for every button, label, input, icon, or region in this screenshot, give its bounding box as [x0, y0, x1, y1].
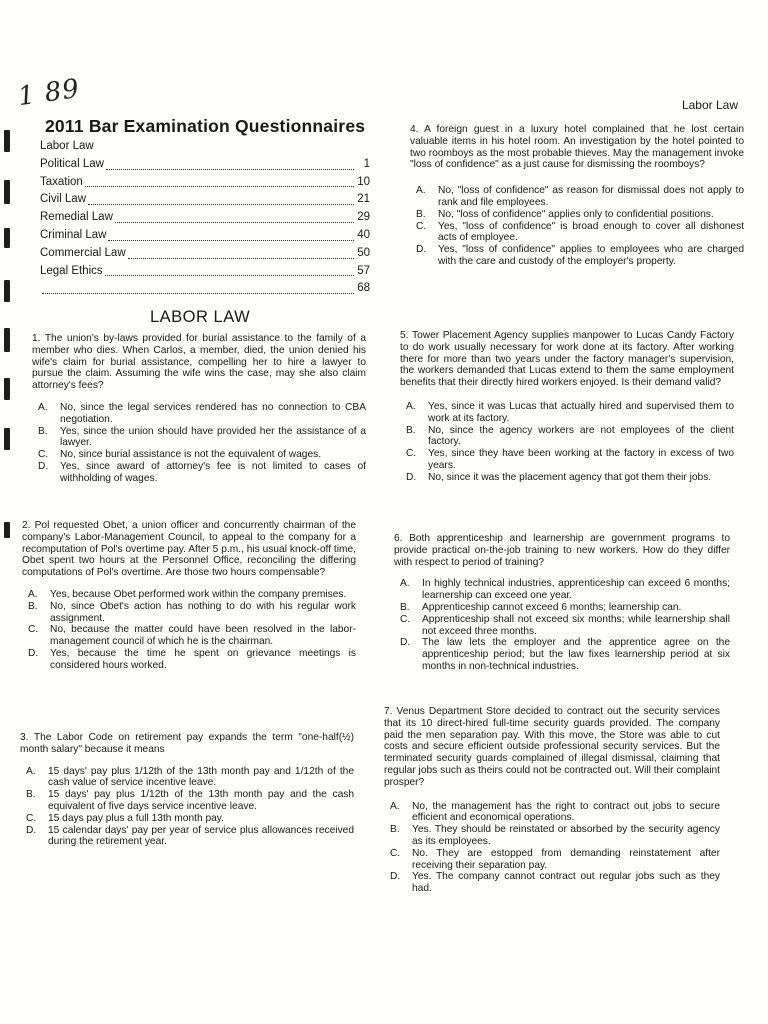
option-text: No, the management has the right to contract out jobs to secure efficient and economical operations.: [412, 800, 720, 824]
option-letter: C.: [406, 448, 417, 460]
answer-options: [384, 801, 720, 895]
option-text: Yes, because the time he spent on grievance meetings is considered hours worked.: [50, 647, 356, 671]
toc-leader: [105, 275, 354, 276]
toc-page: 1: [363, 157, 370, 170]
option-letter: A.: [416, 185, 426, 197]
question-6: [394, 533, 730, 673]
answer-option: [20, 825, 354, 849]
option-text: Yes, since the union should have provided her the assistance of a lawyer.: [60, 425, 366, 449]
option-text: Yes. They should be reinstated or absorbed by the security agency as its employees.: [412, 824, 720, 847]
question-stem: 1. The union's by-laws provided for burial assistance to the family of a member who dies. When Carlos, a member, died, the union denied his wife's claim for burial assistance, compelling her to hire a lawyer to pursue the claim. Assuming the wife wins the case, may she also claim attorney's fees?: [32, 333, 366, 392]
toc-label: Commercial Law: [40, 246, 126, 259]
option-text: No, since Obet's action has nothing to do with his regular work assignment.: [50, 600, 356, 624]
toc-label: Civil Law: [40, 193, 87, 206]
question-7: [384, 706, 720, 895]
binder-mark: [4, 280, 10, 302]
toc-label: Legal Ethics: [40, 264, 103, 277]
option-letter: B.: [28, 600, 38, 612]
option-letter: C.: [38, 449, 49, 461]
option-letter: D.: [416, 244, 427, 256]
toc-row: [40, 245, 370, 263]
option-letter: C.: [416, 220, 427, 232]
toc-page: 57: [357, 264, 370, 277]
option-text: Apprenticeship cannot exceed 6 months; learnership can.: [422, 601, 682, 613]
toc-row: [40, 174, 370, 192]
answer-option: [394, 602, 730, 614]
option-letter: D.: [406, 471, 417, 483]
option-text: Yes, since they have been working at the factory in excess of two years.: [428, 448, 734, 471]
option-letter: A.: [26, 765, 36, 777]
binder-mark: [4, 228, 10, 248]
toc-leader: [128, 258, 354, 259]
option-letter: D.: [400, 637, 411, 649]
option-text: Yes, "loss of confidence" is broad enough to cover all dishonest acts of employee.: [438, 220, 744, 244]
option-text: No, since it was the placement agency that got them their jobs.: [428, 471, 712, 483]
toc-leader: [88, 204, 354, 205]
option-letter: B.: [26, 789, 36, 801]
option-text: The law lets the employer and the apprentice agree on the apprenticeship period; but the law fixes learnership period at six months in non-technical industries.: [422, 637, 730, 672]
answer-options: [400, 401, 734, 484]
answer-options: [32, 402, 366, 485]
answer-option: [400, 401, 734, 425]
answer-options: [410, 185, 744, 268]
question-1: [32, 333, 366, 485]
toc-page: 40: [357, 228, 370, 241]
answer-option: [410, 209, 744, 221]
answer-option: [400, 425, 734, 449]
answer-option: [400, 472, 734, 484]
question-stem: 5. Tower Placement Agency supplies manpower to Lucas Candy Factory to do work usually necessary for work done at its factory. After working there for more than two years under the factory manager's supervision, the workers demanded that Lucas extend to them the same employment benefits that their directly hired workers enjoyed. Is their demand valid?: [400, 330, 734, 389]
option-letter: C.: [390, 847, 401, 859]
option-letter: B.: [416, 208, 426, 220]
answer-option: [394, 614, 730, 638]
answer-option: [22, 601, 356, 625]
answer-option: [32, 402, 366, 426]
option-letter: D.: [28, 647, 39, 659]
answer-option: [384, 801, 720, 825]
question-stem: 2. Pol requested Obet, a union officer and concurrently chairman of the company's Labor-Management Council, to appeal to the company for a recomputation of Pol's overtime pay. After 5 p.m., his usual knock-off time, Obet spent two hours at the Personnel Office, reconciling the differing computations of Pol's overtime. Are those two hours compensable?: [22, 520, 356, 579]
answer-option: [384, 848, 720, 872]
option-text: No, "loss of confidence" as reason for dismissal does not apply to rank and file employees.: [438, 185, 744, 208]
answer-option: [384, 824, 720, 848]
binder-mark: [4, 180, 10, 204]
toc-leader: [115, 222, 354, 223]
binder-mark: [4, 378, 10, 400]
option-text: In highly technical industries, apprenticeship can exceed 6 months; learnership can exceed one year.: [422, 578, 730, 602]
binder-mark: [4, 428, 10, 450]
answer-option: [20, 813, 354, 825]
option-letter: A.: [406, 400, 416, 412]
toc-label: Taxation: [40, 175, 83, 188]
option-letter: B.: [38, 425, 48, 437]
question-3: [20, 732, 354, 848]
option-text: No, "loss of confidence" applies only to confidential positions.: [438, 208, 714, 220]
option-text: No, since the legal services rendered has no connection to CBA negotiation.: [60, 401, 366, 425]
section-title: LABOR LAW: [150, 308, 251, 326]
answer-option: [20, 789, 354, 813]
option-letter: D.: [38, 460, 49, 472]
toc-label: Labor Law: [40, 140, 94, 152]
option-letter: C.: [400, 613, 411, 625]
option-text: Yes, "loss of confidence" applies to employees who are charged with the care and custody of the employer's property.: [438, 244, 744, 267]
toc-leader: [42, 293, 354, 294]
toc-label: Political Law: [40, 157, 104, 170]
toc-row: [40, 209, 370, 227]
question-stem: 4. A foreign guest in a luxury hotel complained that he lost certain valuable items in his hotel room. An investigation by the hotel pointed to two roomboys as the most probable thieves. May the management invoke "loss of confidence" as a just cause for dismissing the roomboys?: [410, 124, 744, 171]
option-letter: A.: [38, 401, 48, 413]
answer-option: [410, 244, 744, 268]
option-text: Yes. The company cannot contract out regular jobs such as they had.: [412, 871, 720, 895]
option-letter: A.: [400, 578, 410, 590]
answer-options: [20, 766, 354, 849]
answer-option: [22, 589, 356, 601]
toc-label: Criminal Law: [40, 228, 107, 241]
running-header: Labor Law: [681, 98, 738, 112]
page-title: 2011 Bar Examination Questionnaires: [45, 116, 366, 136]
toc-page: 68: [357, 282, 370, 295]
binder-mark: [4, 328, 10, 352]
handwritten-note: 1 89: [16, 73, 82, 113]
toc-row: [40, 227, 370, 245]
option-text: Yes, since it was Lucas that actually hired and supervised them to work at its factory.: [428, 400, 734, 424]
option-text: Yes, because Obet performed work within the company premises.: [50, 588, 347, 600]
binder-mark: [4, 130, 10, 152]
toc-leader: [108, 240, 354, 241]
option-letter: A.: [390, 800, 400, 812]
toc-page: 50: [357, 246, 370, 259]
question-stem: 7. Venus Department Store decided to contract out the security services that its 10 direct-hired full-time security guards provided. The company paid the men separation pay. With this move, the Store was able to cut costs and secure efficient outside professional security services. But the terminated security guards complained of illegal dismissal, claiming that regular jobs such as theirs could not be contracted out. Will their complaint prosper?: [384, 706, 720, 788]
option-letter: D.: [26, 824, 37, 836]
answer-option: [32, 449, 366, 461]
option-text: No. They are estopped from demanding reinstatement after receiving their separation pay.: [412, 847, 720, 871]
option-text: No, because the matter could have been resolved in the labor-management council of which he is the chairman.: [50, 624, 356, 648]
toc-leader: [85, 186, 354, 187]
option-letter: A.: [28, 588, 38, 600]
option-text: Yes, since award of attorney's fee is not limited to cases of withholding of wages.: [60, 460, 366, 484]
answer-option: [384, 871, 720, 895]
question-4: [410, 124, 744, 268]
option-text: 15 calendar days' pay per year of service plus allowances received during the retirement year.: [48, 824, 354, 848]
answer-option: [20, 766, 354, 790]
answer-option: [32, 426, 366, 450]
answer-options: [394, 578, 730, 672]
question-2: [22, 520, 356, 672]
toc-row: [40, 191, 370, 209]
option-letter: B.: [400, 601, 410, 613]
toc-page: 21: [357, 193, 370, 206]
question-stem: 3. The Labor Code on retirement pay expands the term "one-half(½) month salary" because it means: [20, 732, 354, 755]
toc-page: 29: [357, 211, 370, 224]
table-of-contents: [40, 138, 370, 298]
answer-option: [22, 624, 356, 648]
option-letter: C.: [26, 812, 37, 824]
answer-option: [394, 578, 730, 602]
question-stem: 6. Both apprenticeship and learnership are government programs to provide practical on-the-job training to new workers. How do they differ with respect to period of training?: [394, 533, 730, 568]
toc-row: [40, 156, 370, 174]
toc-leader: [106, 169, 354, 170]
option-text: 15 days' pay plus 1/12th of the 13th month pay and 1/12th of the cash value of service incentive leave.: [48, 765, 354, 789]
option-text: 15 days' pay plus 1/12th of the 13th month pay and the cash equivalent of five days service incentive leave.: [48, 789, 354, 812]
answer-option: [410, 221, 744, 245]
toc-row: [40, 280, 370, 298]
toc-row: [40, 138, 370, 156]
option-text: 15 days pay plus a full 13th month pay.: [48, 812, 224, 824]
option-text: No, since burial assistance is not the equivalent of wages.: [60, 449, 322, 461]
option-letter: C.: [28, 624, 39, 636]
option-text: No, since the agency workers are not employees of the client factory.: [428, 424, 734, 448]
option-letter: D.: [390, 871, 401, 883]
option-text: Apprenticeship shall not exceed six months; while learnership shall not exceed three months.: [422, 613, 730, 637]
answer-options: [22, 589, 356, 672]
option-letter: B.: [390, 824, 400, 836]
question-5: [400, 330, 734, 484]
binder-mark: [4, 522, 10, 538]
option-letter: B.: [406, 424, 416, 436]
answer-option: [400, 448, 734, 472]
answer-option: [32, 461, 366, 485]
toc-page: 10: [357, 175, 370, 188]
toc-label: Remedial Law: [40, 211, 113, 224]
answer-option: [22, 648, 356, 672]
answer-option: [394, 637, 730, 672]
toc-row: [40, 263, 370, 281]
answer-option: [410, 185, 744, 209]
